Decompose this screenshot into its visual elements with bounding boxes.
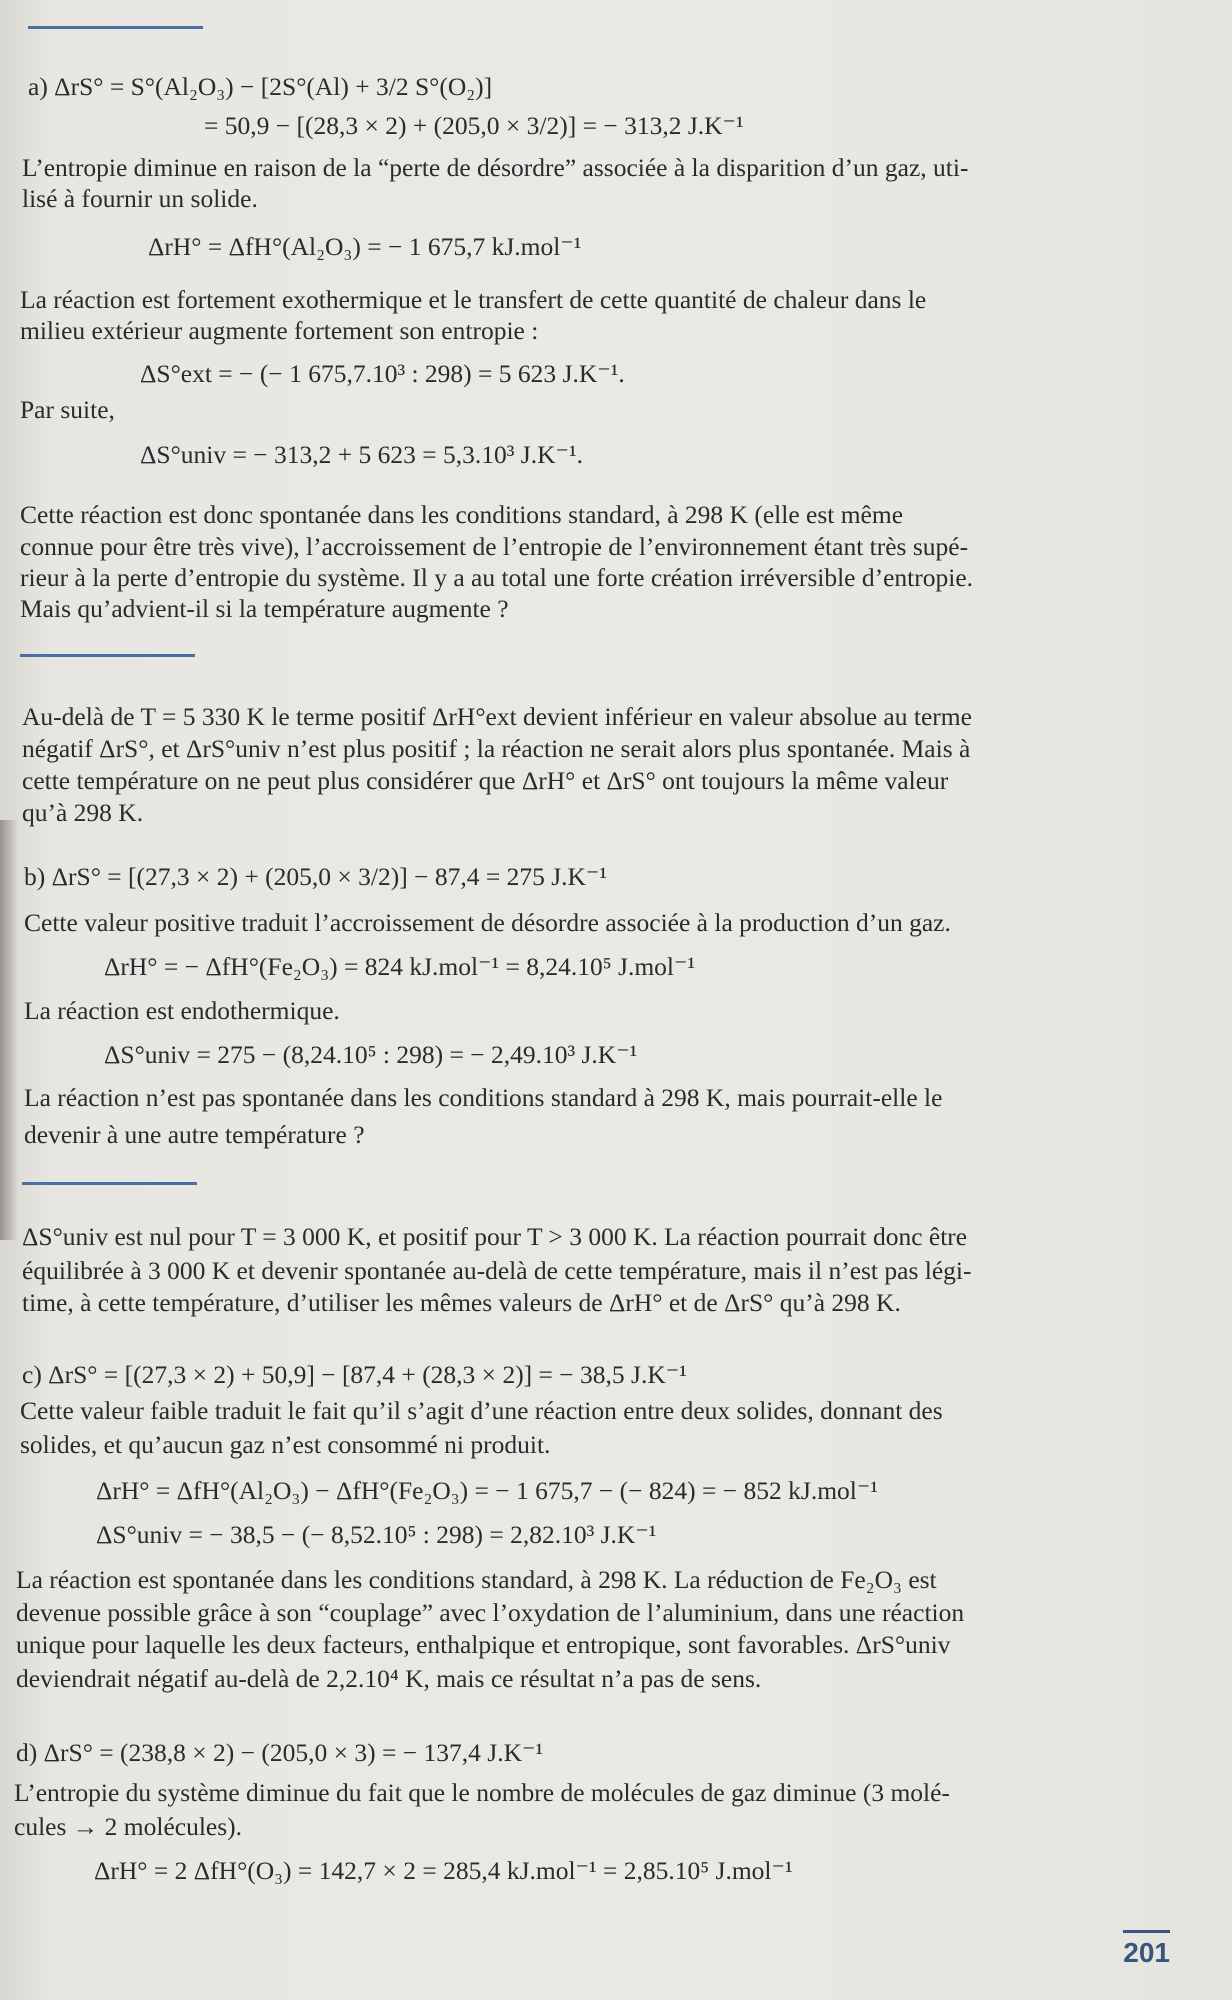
text-line: Par suite,	[20, 395, 115, 424]
text-line: ΔS°univ est nul pour T = 3 000 K, et positif pour T > 3 000 K. La réaction pourrait donc être	[22, 1222, 968, 1251]
section-separator	[28, 26, 203, 29]
equation: ΔS°ext = − (− 1 675,7.10³ : 298) = 5 623 J.K⁻¹.	[140, 359, 625, 388]
equation: ΔS°univ = − 313,2 + 5 623 = 5,3.10³ J.K⁻¹.	[140, 440, 583, 469]
equation: ΔrH° = ΔfH°(Al₂O₃) − ΔfH°(Fe₂O₃) = − 1 675,7 − (− 824) = − 852 kJ.mol⁻¹	[96, 1476, 878, 1505]
text-line: négatif ΔrS°, et ΔrS°univ n’est plus positif ; la réaction ne serait alors plus spontanée. Mais à	[22, 734, 971, 763]
text-line: La réaction est fortement exothermique et le transfert de cette quantité de chaleur dans le	[20, 285, 927, 314]
text-line: a) ΔrS° = S°(Al₂O₃) − [2S°(Al) + 3/2 S°(O₂)]	[28, 72, 493, 101]
text-line: cette température on ne peut plus considérer que ΔrH° et ΔrS° ont toujours la même valeur	[22, 766, 949, 795]
text-line: rieur à la perte d’entropie du système. Il y a au total une forte création irréversible d’entropie.	[20, 563, 974, 592]
equation: ΔrH° = ΔfH°(Al₂O₃) = − 1 675,7 kJ.mol⁻¹	[148, 232, 582, 261]
text-line: milieu extérieur augmente fortement son entropie :	[20, 316, 539, 345]
equation: ΔrH° = − ΔfH°(Fe₂O₃) = 824 kJ.mol⁻¹ = 8,24.10⁵ J.mol⁻¹	[104, 952, 696, 981]
text-line: Au-delà de T = 5 330 K le terme positif ΔrH°ext devient inférieur en valeur absolue au terme	[22, 702, 972, 731]
text-line: time, à cette température, d’utiliser les mêmes valeurs de ΔrH° et de ΔrS° qu’à 298 K.	[22, 1288, 901, 1317]
equation: ΔS°univ = − 38,5 − (− 8,52.10⁵ : 298) = 2,82.10³ J.K⁻¹	[96, 1520, 657, 1549]
text-line: lisé à fournir un solide.	[22, 184, 258, 213]
equation: ΔrH° = 2 ΔfH°(O₃) = 142,7 × 2 = 285,4 kJ.mol⁻¹ = 2,85.10⁵ J.mol⁻¹	[94, 1856, 793, 1885]
text-line: L’entropie du système diminue du fait que le nombre de molécules de gaz diminue (3 molé-	[14, 1778, 950, 1807]
section-separator	[20, 654, 195, 657]
text-line: qu’à 298 K.	[22, 798, 144, 827]
text-line: solides, et qu’aucun gaz n’est consommé ni produit.	[20, 1430, 551, 1459]
section-separator	[22, 1182, 197, 1185]
text-line: d) ΔrS° = (238,8 × 2) − (205,0 × 3) = − 137,4 J.K⁻¹	[16, 1738, 544, 1767]
text-line: = 50,9 − [(28,3 × 2) + (205,0 × 3/2)] = − 313,2 J.K⁻¹	[204, 111, 744, 140]
text-line: c) ΔrS° = [(27,3 × 2) + 50,9] − [87,4 + (28,3 × 2)] = − 38,5 J.K⁻¹	[22, 1360, 687, 1389]
text-line: b) ΔrS° = [(27,3 × 2) + (205,0 × 3/2)] − 87,4 = 275 J.K⁻¹	[24, 862, 608, 891]
text-line: Cette valeur positive traduit l’accroissement de désordre associée à la production d’un gaz.	[24, 908, 951, 937]
text-line: devenue possible grâce à son “couplage” avec l’oxydation de l’aluminium, dans une réaction	[16, 1598, 965, 1627]
text-line: L’entropie diminue en raison de la “perte de désordre” associée à la disparition d’un gaz, uti-	[22, 153, 969, 182]
text-line: deviendrait négatif au-delà de 2,2.10⁴ K, mais ce résultat n’a pas de sens.	[16, 1664, 762, 1693]
text-line: unique pour laquelle les deux facteurs, enthalpique et entropique, sont favorables. ΔrS°univ	[16, 1630, 951, 1659]
text-line: devenir à une autre température ?	[24, 1120, 365, 1149]
text-line: cules → 2 molécules).	[14, 1812, 243, 1841]
page-number: 201	[1123, 1930, 1170, 1969]
text-line: équilibrée à 3 000 K et devenir spontanée au-delà de cette température, mais il n’est pas légi-	[22, 1256, 972, 1285]
equation: ΔS°univ = 275 − (8,24.10⁵ : 298) = − 2,49.10³ J.K⁻¹	[104, 1040, 638, 1069]
binding-shadow	[0, 820, 18, 1240]
text-line: La réaction est endothermique.	[24, 996, 340, 1025]
text-line: Mais qu’advient-il si la température augmente ?	[20, 594, 509, 623]
text-line: connue pour être très vive), l’accroissement de l’entropie de l’environnement étant très supé-	[20, 532, 969, 561]
text-line: La réaction n’est pas spontanée dans les conditions standard à 298 K, mais pourrait-elle le	[24, 1083, 943, 1112]
text-line: Cette réaction est donc spontanée dans les conditions standard, à 298 K (elle est même	[20, 500, 904, 529]
text-line: Cette valeur faible traduit le fait qu’il s’agit d’une réaction entre deux solides, donnant des	[20, 1396, 943, 1425]
text-line: La réaction est spontanée dans les conditions standard, à 298 K. La réduction de Fe₂O₃ est	[16, 1565, 937, 1594]
